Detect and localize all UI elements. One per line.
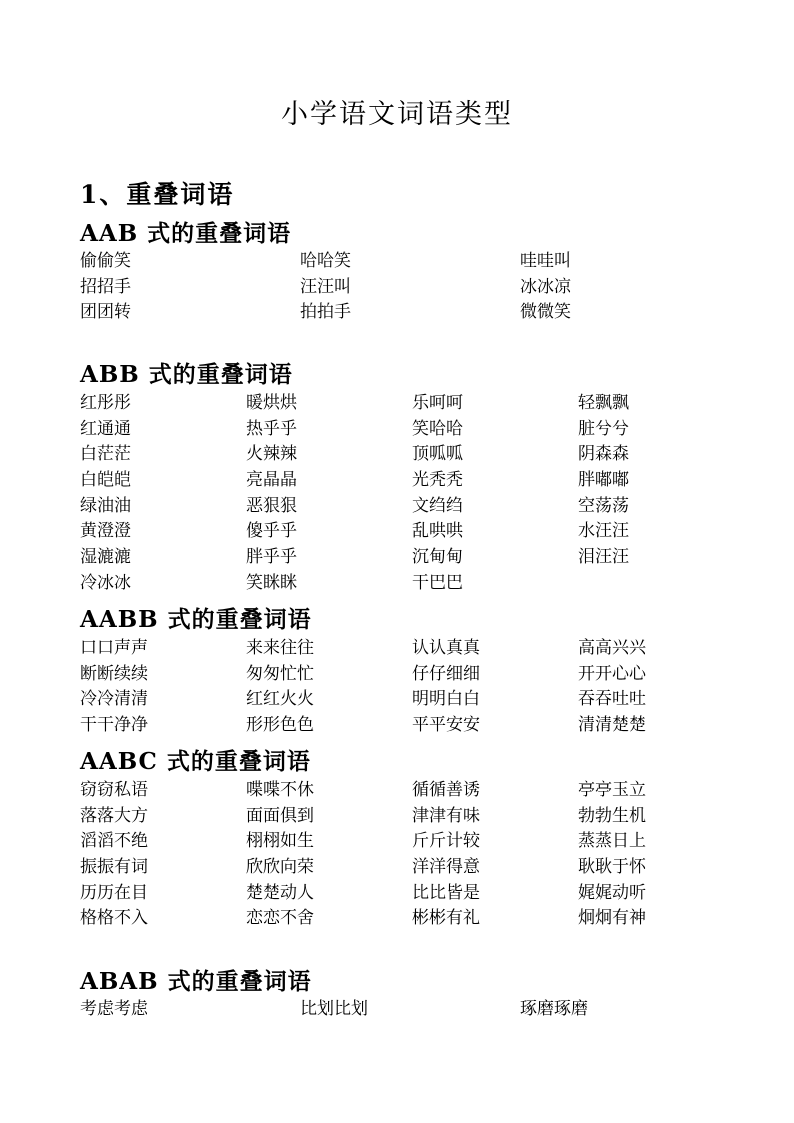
- word: 洋洋得意: [412, 857, 480, 878]
- word: 文绉绉: [412, 495, 463, 516]
- word: 断断续续: [80, 663, 148, 684]
- word: 开开心心: [578, 663, 646, 684]
- abab-heading: ABAB 式的重叠词语: [80, 968, 312, 995]
- word: 冰冰凉: [520, 276, 571, 297]
- word: 火辣辣: [246, 444, 297, 465]
- word: 彬彬有礼: [412, 908, 480, 929]
- word: 干巴巴: [412, 572, 463, 593]
- word: 汪汪叫: [300, 276, 351, 297]
- word: 脏兮兮: [578, 418, 629, 439]
- word: 窃窃私语: [80, 780, 148, 800]
- word: 比划比划: [300, 999, 368, 1019]
- word: 干干净净: [80, 715, 148, 736]
- abab-word-grid: [80, 997, 740, 1023]
- word: 形形色色: [246, 715, 314, 736]
- abb-word-grid: [80, 391, 744, 597]
- aab-heading: AAB 式的重叠词语: [80, 220, 292, 247]
- word: 恶狠狠: [246, 495, 297, 516]
- word: 仔仔细细: [412, 663, 480, 684]
- word: 笑眯眯: [246, 572, 297, 593]
- word: 白皑皑: [80, 470, 131, 491]
- word: 比比皆是: [412, 882, 480, 903]
- word: 耿耿于怀: [578, 857, 646, 878]
- word: 琢磨琢磨: [520, 999, 588, 1019]
- word: 斤斤计较: [412, 831, 480, 852]
- word: 历历在目: [80, 882, 148, 903]
- word: 傻乎乎: [246, 521, 297, 542]
- word: 红红火火: [246, 689, 314, 710]
- word: 蒸蒸日上: [578, 831, 646, 852]
- word: 哈哈笑: [300, 251, 351, 271]
- word: 顶呱呱: [412, 444, 463, 465]
- word: 冷冰冰: [80, 572, 131, 593]
- word: 招招手: [80, 276, 131, 297]
- word: 热乎乎: [246, 418, 297, 439]
- word: 认认真真: [412, 638, 480, 658]
- word: 匆匆忙忙: [246, 663, 314, 684]
- word: 滔滔不绝: [80, 831, 148, 852]
- word: 落落大方: [80, 805, 148, 826]
- aabb-word-grid: [80, 636, 744, 739]
- word: 笑哈哈: [412, 418, 463, 439]
- word: 高高兴兴: [578, 638, 646, 658]
- word: 湿漉漉: [80, 547, 131, 568]
- word: 红彤彤: [80, 393, 131, 413]
- word: 亮晶晶: [246, 470, 297, 491]
- word: 冷冷清清: [80, 689, 148, 710]
- word: 轻飘飘: [578, 393, 629, 413]
- word: 津津有味: [412, 805, 480, 826]
- word: 来来往往: [246, 638, 314, 658]
- word: 偷偷笑: [80, 251, 131, 271]
- word: 水汪汪: [578, 521, 629, 542]
- word: 阴森森: [578, 444, 629, 465]
- word: 喋喋不休: [246, 780, 314, 800]
- word: 沉甸甸: [412, 547, 463, 568]
- word: 光秃秃: [412, 470, 463, 491]
- word: 炯炯有神: [578, 908, 646, 929]
- word: 明明白白: [412, 689, 480, 710]
- word: 勃勃生机: [578, 805, 646, 826]
- abb-heading: ABB 式的重叠词语: [80, 361, 293, 388]
- aabb-heading: AABB 式的重叠词语: [80, 606, 312, 633]
- word: 团团转: [80, 302, 131, 323]
- word: 面面俱到: [246, 805, 314, 826]
- word: 格格不入: [80, 908, 148, 929]
- word: 拍拍手: [300, 302, 351, 323]
- word: 平平安安: [412, 715, 480, 736]
- word: 绿油油: [80, 495, 131, 516]
- word: 微微笑: [520, 302, 571, 323]
- word: 口口声声: [80, 638, 148, 658]
- word: 白茫茫: [80, 444, 131, 465]
- word: 黄澄澄: [80, 521, 131, 542]
- word: 振振有词: [80, 857, 148, 878]
- word: 栩栩如生: [246, 831, 314, 852]
- word: 恋恋不舍: [246, 908, 314, 929]
- word: 哇哇叫: [520, 251, 571, 271]
- word: 红通通: [80, 418, 131, 439]
- word: 娓娓动听: [578, 882, 646, 903]
- word: 乱哄哄: [412, 521, 463, 542]
- word: 胖乎乎: [246, 547, 297, 568]
- word: 乐呵呵: [412, 393, 463, 413]
- aab-word-grid: [80, 249, 740, 326]
- word: 考虑考虑: [80, 999, 148, 1019]
- word: 空荡荡: [578, 495, 629, 516]
- word: 欣欣向荣: [246, 857, 314, 878]
- word: [578, 571, 744, 597]
- word: 暖烘烘: [246, 393, 297, 413]
- word: 楚楚动人: [246, 882, 314, 903]
- word: 清清楚楚: [578, 715, 646, 736]
- word: 泪汪汪: [578, 547, 629, 568]
- aabc-heading: AABC 式的重叠词语: [80, 748, 311, 775]
- word: 吞吞吐吐: [578, 689, 646, 710]
- aabc-word-grid: [80, 778, 744, 932]
- word: 亭亭玉立: [578, 780, 646, 800]
- section-heading-overlapping-words: 1、重叠词语: [80, 180, 235, 209]
- word: 胖嘟嘟: [578, 470, 629, 491]
- word: 循循善诱: [412, 780, 480, 800]
- page-title: 小学语文词语类型: [281, 99, 513, 130]
